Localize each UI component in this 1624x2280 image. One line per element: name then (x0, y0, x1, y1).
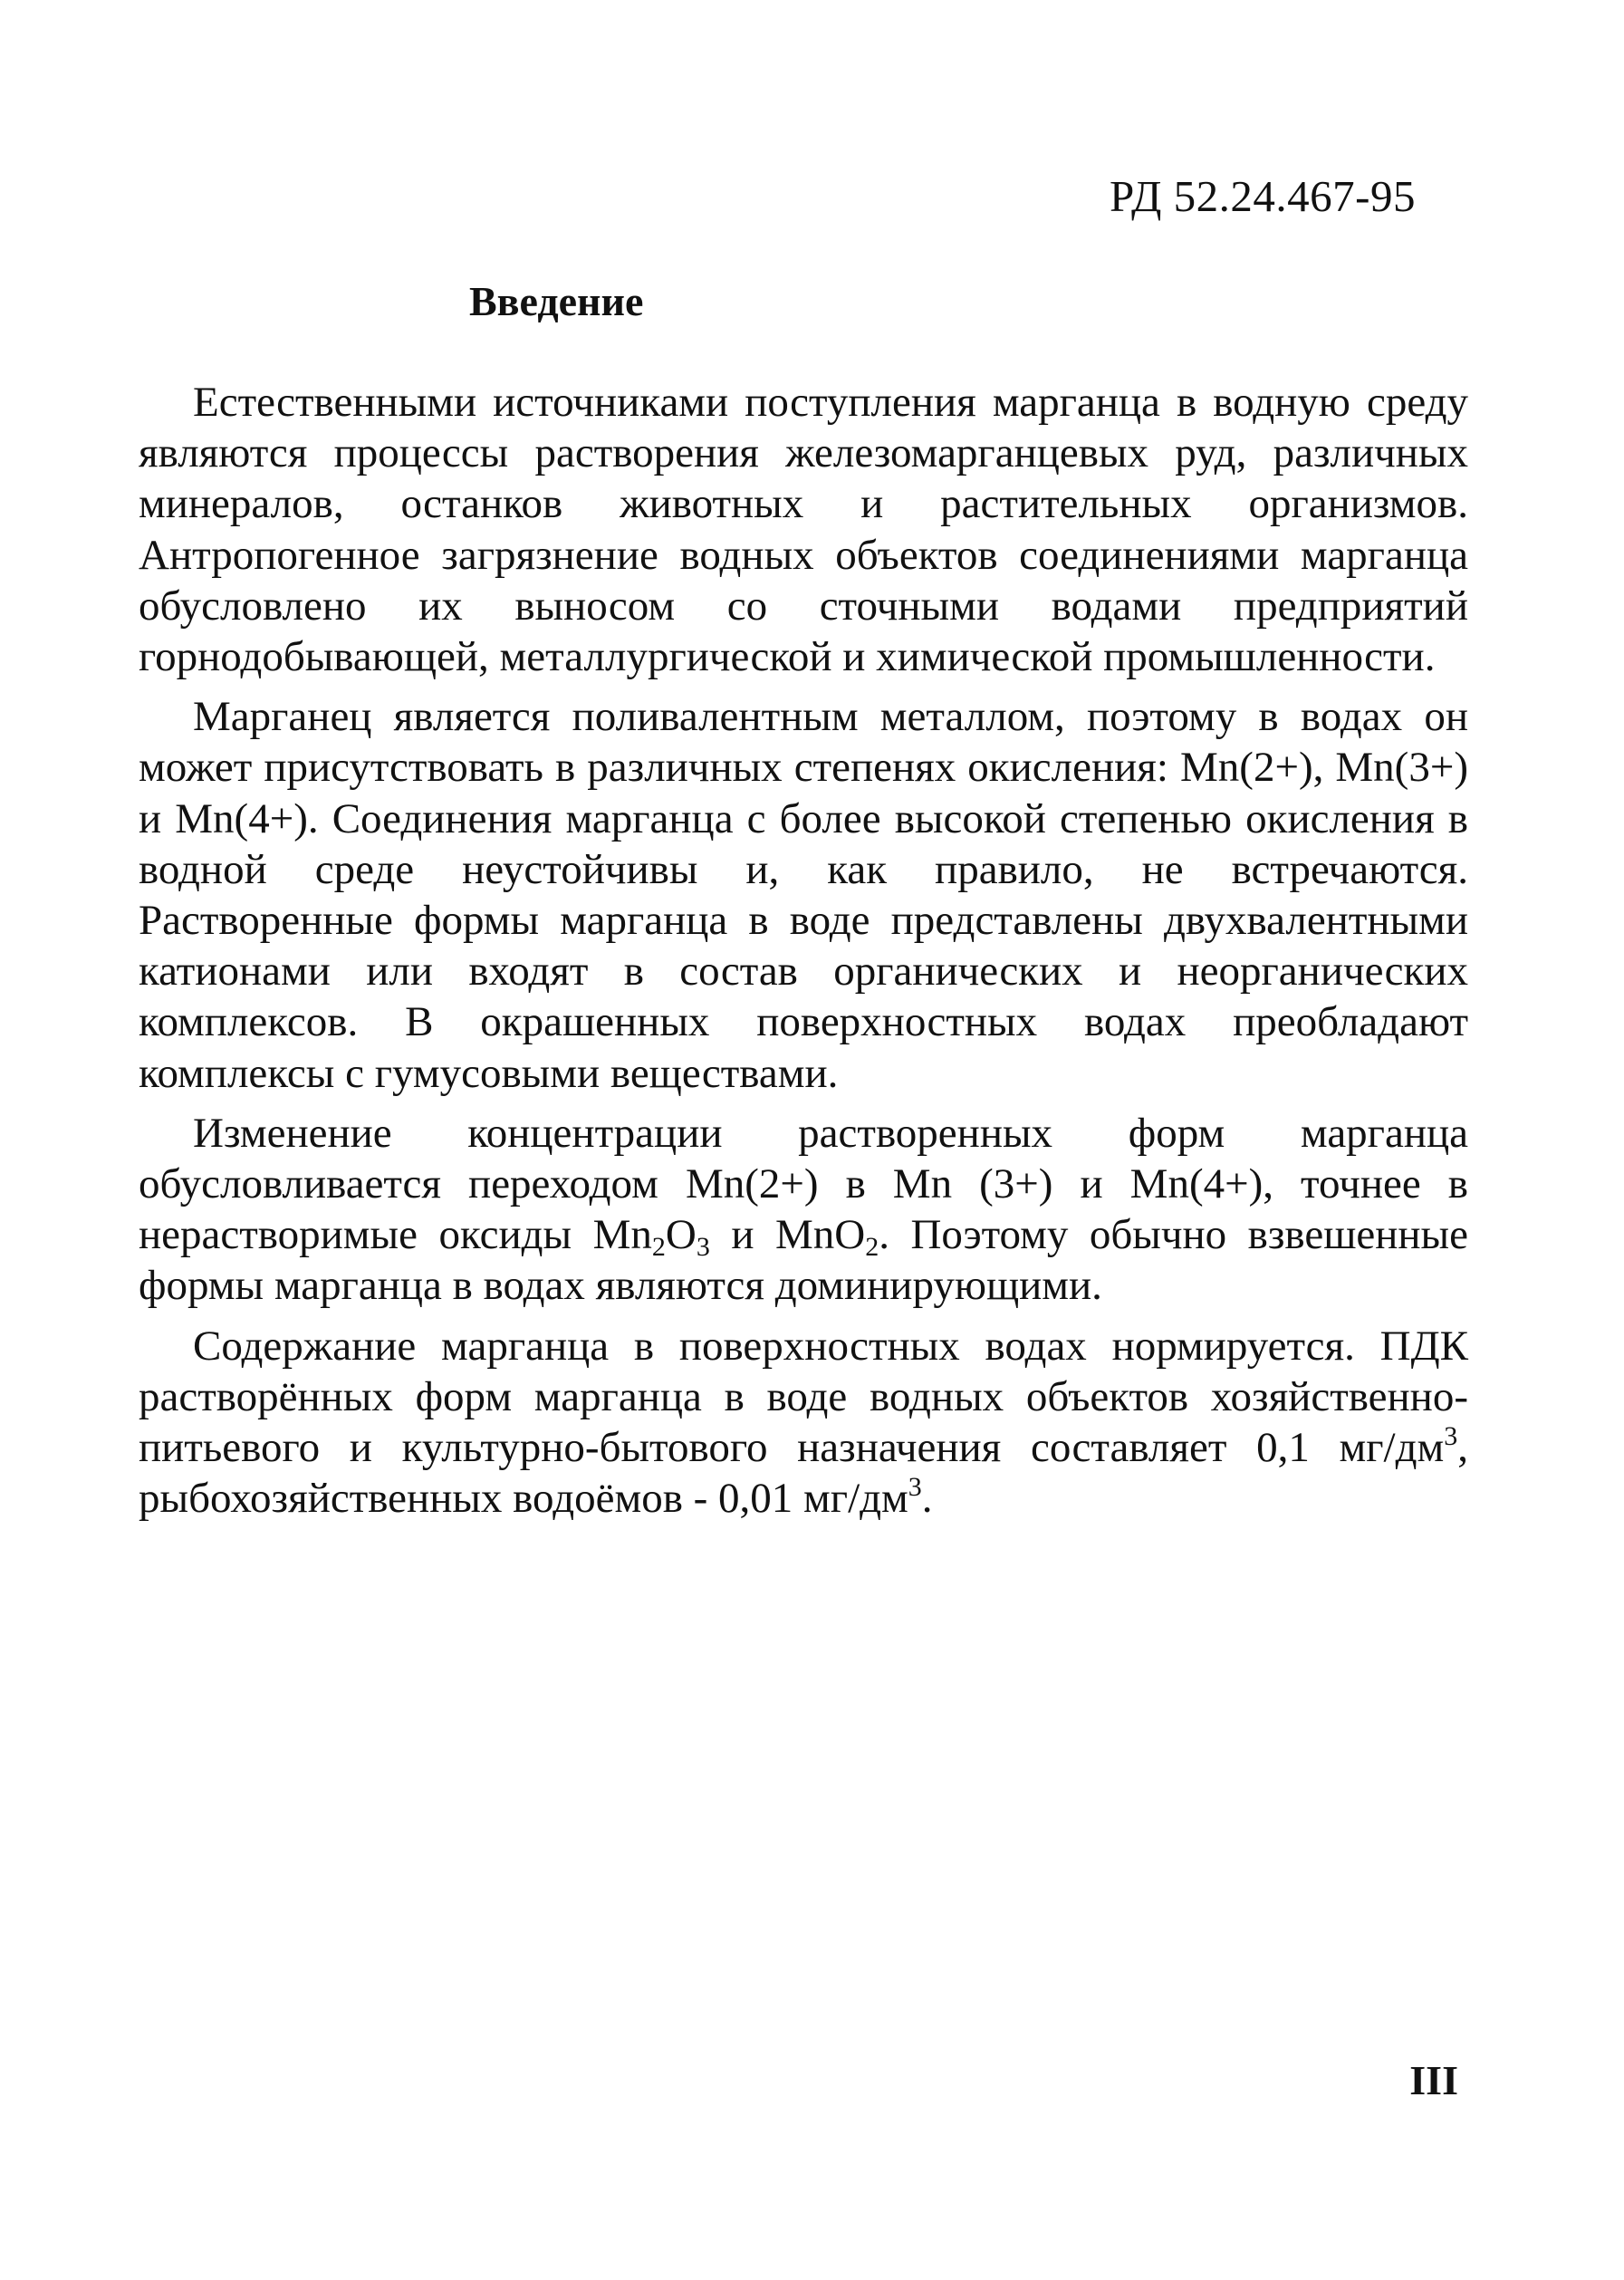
section-title: Введение (469, 278, 644, 324)
text-run: O (665, 1211, 697, 1259)
document-code: РД 52.24.467-95 (1109, 171, 1416, 221)
page-number: III (1409, 2057, 1458, 2103)
text-run: Содержание марганца в поверхностных водах нормируется. ПДК растворённых форм марганца в воде водных объектов хозяйственно-питьевого и культурно-бытового назначения составляет 0,1 мг/дм (139, 1322, 1468, 1472)
subscript: 2 (865, 1232, 879, 1263)
text-run: , рыбохозяйственных водоёмов - 0,01 мг/дм (139, 1424, 1468, 1523)
paragraph-concentration-change (139, 1108, 1468, 1312)
paragraph-sources: Естественными источниками поступления марганца в водную среду являются процессы растворения железомарганцевых руд, различных минералов, останков животных и растительных организмов. Антропогенное загрязнение водных объектов соединениями марганца обусловлено их выносом со сточными водами предприятий горнодобывающей, металлургической и химической промышленности. (139, 379, 1468, 681)
text-run: и MnO (709, 1211, 866, 1259)
superscript: 3 (908, 1472, 922, 1503)
text-run: . (921, 1475, 933, 1523)
body-text (139, 377, 1468, 1533)
paragraph-oxidation-states: Марганец является поливалентным металлом, поэтому в водах он может присутствовать в различных степенях окисления: Mn(2+), Mn(3+) и Mn(4+). Соединения марганца с более высокой степенью окисления в водной среде неустойчивы и, как правило, не встречаются. Растворенные формы марганца в воде представлены двухвалентными катионами или входят в состав органических и неорганических комплексов. В окрашенных поверхностных водах преобладают комплексы с гумусовыми веществами. (139, 693, 1468, 1097)
paragraph-norms (139, 1321, 1468, 1525)
subscript: 3 (696, 1232, 710, 1263)
text-run: Изменение концентрации растворенных форм марганца обусловливается переходом Mn(2+) в Mn (3+) и Mn(4+), точнее в нерастворимые оксиды Mn (139, 1109, 1468, 1259)
text-run: . Поэтому обычно взвешенные формы марганца в водах являются доминирующими. (139, 1211, 1468, 1310)
superscript: 3 (1444, 1421, 1458, 1452)
subscript: 2 (651, 1232, 666, 1263)
